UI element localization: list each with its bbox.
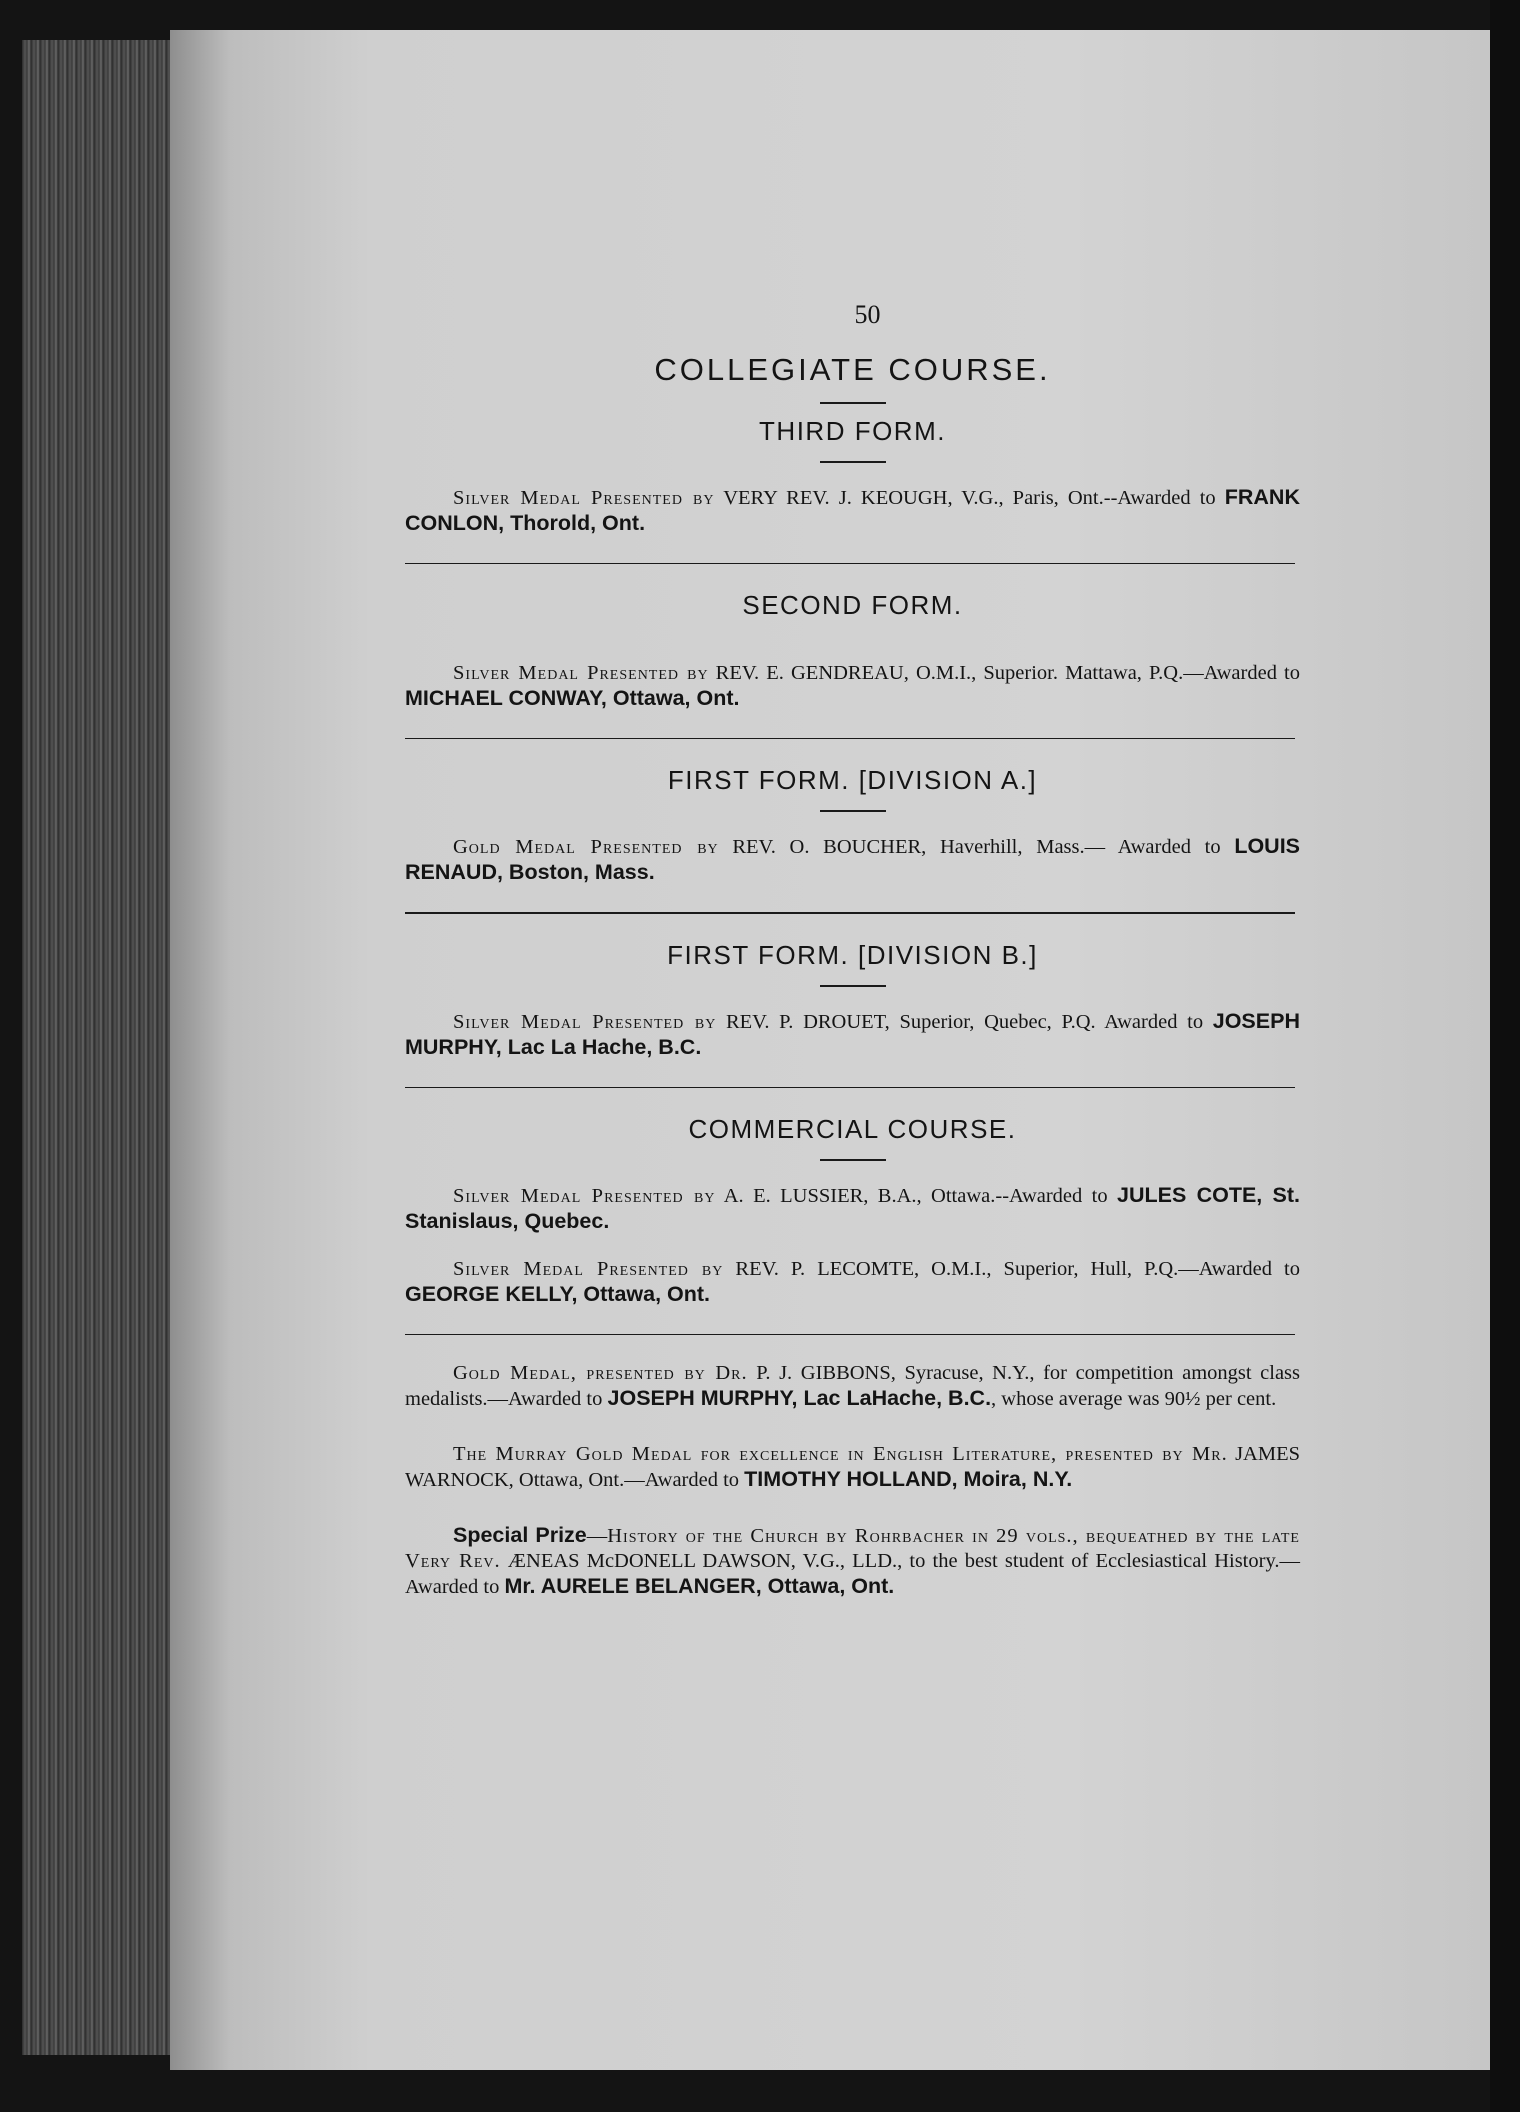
page-content bbox=[405, 300, 1300, 1600]
divider bbox=[820, 461, 886, 463]
book-page-edges bbox=[22, 40, 192, 2055]
award-text: A. E. LUSSIER, B.A., Ottawa.--Awarded to bbox=[715, 1185, 1118, 1207]
scan-border bbox=[1490, 0, 1520, 2112]
award-entry bbox=[405, 1257, 1300, 1308]
award-text: REV. P. DROUET, Superior, Quebec, P.Q. Awarded to bbox=[716, 1011, 1213, 1033]
special-prize-label: Special Prize bbox=[453, 1523, 587, 1547]
section-heading: FIRST FORM. [DIVISION B.] bbox=[667, 940, 1038, 970]
recipient: JULES COTE, St. Stanislaus, Quebec. bbox=[405, 1183, 1300, 1233]
award-entry bbox=[405, 485, 1300, 537]
recipient: JOSEPH MURPHY, Lac LaHache, B.C. bbox=[607, 1386, 992, 1410]
divider bbox=[820, 402, 886, 404]
recipient: FRANK CONLON, Thorold, Ont. bbox=[405, 485, 1300, 535]
section-heading: FIRST FORM. [DIVISION A.] bbox=[667, 765, 1038, 795]
award-type: Silver Medal Presented by bbox=[453, 487, 715, 509]
section-heading: THIRD FORM. bbox=[759, 416, 946, 446]
section-heading: SECOND FORM. bbox=[742, 590, 963, 620]
section-commercial-course bbox=[405, 1114, 1300, 1335]
award-type: Silver Medal Presented by bbox=[453, 1258, 724, 1280]
award-entry bbox=[405, 1183, 1300, 1235]
dash: — bbox=[586, 1525, 608, 1547]
award-type: The Murray Gold Medal for excellence in English Literature, presented by Mr. bbox=[453, 1443, 1228, 1465]
award-type: Silver Medal Presented by bbox=[453, 1185, 716, 1207]
award-type: Silver Medal Presented by bbox=[453, 662, 709, 684]
award-text: REV. E. GENDREAU, O.M.I., Superior. Mattawa, P.Q.—Awarded to bbox=[708, 662, 1300, 684]
section-rule bbox=[405, 1087, 1295, 1088]
award-type: Gold Medal Presented by bbox=[453, 836, 719, 858]
recipient: JOSEPH MURPHY, Lac La Hache, B.C. bbox=[405, 1009, 1300, 1059]
award-type: Gold Medal, presented by Dr. bbox=[453, 1362, 748, 1384]
award-entry bbox=[405, 661, 1300, 712]
divider bbox=[820, 810, 886, 812]
award-entry bbox=[405, 1009, 1300, 1061]
award-type: Silver Medal Presented by bbox=[453, 1011, 717, 1033]
section-heading: COMMERCIAL COURSE. bbox=[688, 1114, 1017, 1144]
spacer bbox=[820, 635, 886, 639]
section-second-form bbox=[405, 590, 1300, 739]
section-special-awards bbox=[405, 1361, 1300, 1600]
section-first-form-a bbox=[405, 765, 1300, 914]
award-entry bbox=[405, 834, 1300, 886]
special-prize-entry bbox=[405, 1523, 1300, 1600]
award-text: JAMES WARNOCK, Ottawa, Ont.—Awarded to bbox=[405, 1443, 1301, 1491]
award-entry bbox=[405, 1442, 1300, 1493]
divider bbox=[820, 985, 886, 987]
award-text: REV. P. LECOMTE, O.M.I., Superior, Hull, P.Q.—Awarded to bbox=[723, 1258, 1300, 1280]
recipient: TIMOTHY HOLLAND, Moira, N.Y. bbox=[744, 1467, 1073, 1491]
section-rule bbox=[405, 1334, 1295, 1335]
section-first-form-b bbox=[405, 940, 1300, 1088]
page-number: 50 bbox=[854, 300, 881, 329]
award-text: REV. O. BOUCHER, Haverhill, Mass.— Awarded to bbox=[718, 836, 1235, 858]
section-third-form bbox=[405, 416, 1300, 564]
award-entry bbox=[405, 1361, 1300, 1412]
divider bbox=[820, 1159, 886, 1161]
recipient: Mr. AURELE BELANGER, Ottawa, Ont. bbox=[504, 1574, 895, 1598]
section-rule bbox=[405, 912, 1295, 914]
award-text: P. J. GIBBONS, Syracuse, N.Y., for competition amongst class medalists.—Awarded to bbox=[405, 1362, 1300, 1410]
award-type: History of the Church by Rohrbacher in 29 vols., bequeathed by the late Very Rev. bbox=[405, 1525, 1300, 1572]
recipient: MICHAEL CONWAY, Ottawa, Ont. bbox=[405, 686, 740, 710]
award-text-tail: , whose average was 90½ per cent. bbox=[991, 1388, 1277, 1410]
recipient: GEORGE KELLY, Ottawa, Ont. bbox=[405, 1282, 711, 1306]
page-title: COLLEGIATE COURSE. bbox=[654, 352, 1051, 387]
award-text: VERY REV. J. KEOUGH, V.G., Paris, Ont.--Awarded to bbox=[714, 487, 1225, 509]
award-text: ÆNEAS McDONELL DAWSON, V.G., LLD., to the best student of Ecclesiastical History.—Awarded to bbox=[405, 1550, 1300, 1598]
section-rule bbox=[405, 738, 1295, 739]
section-rule bbox=[405, 563, 1295, 564]
recipient: LOUIS RENAUD, Boston, Mass. bbox=[405, 834, 1301, 884]
